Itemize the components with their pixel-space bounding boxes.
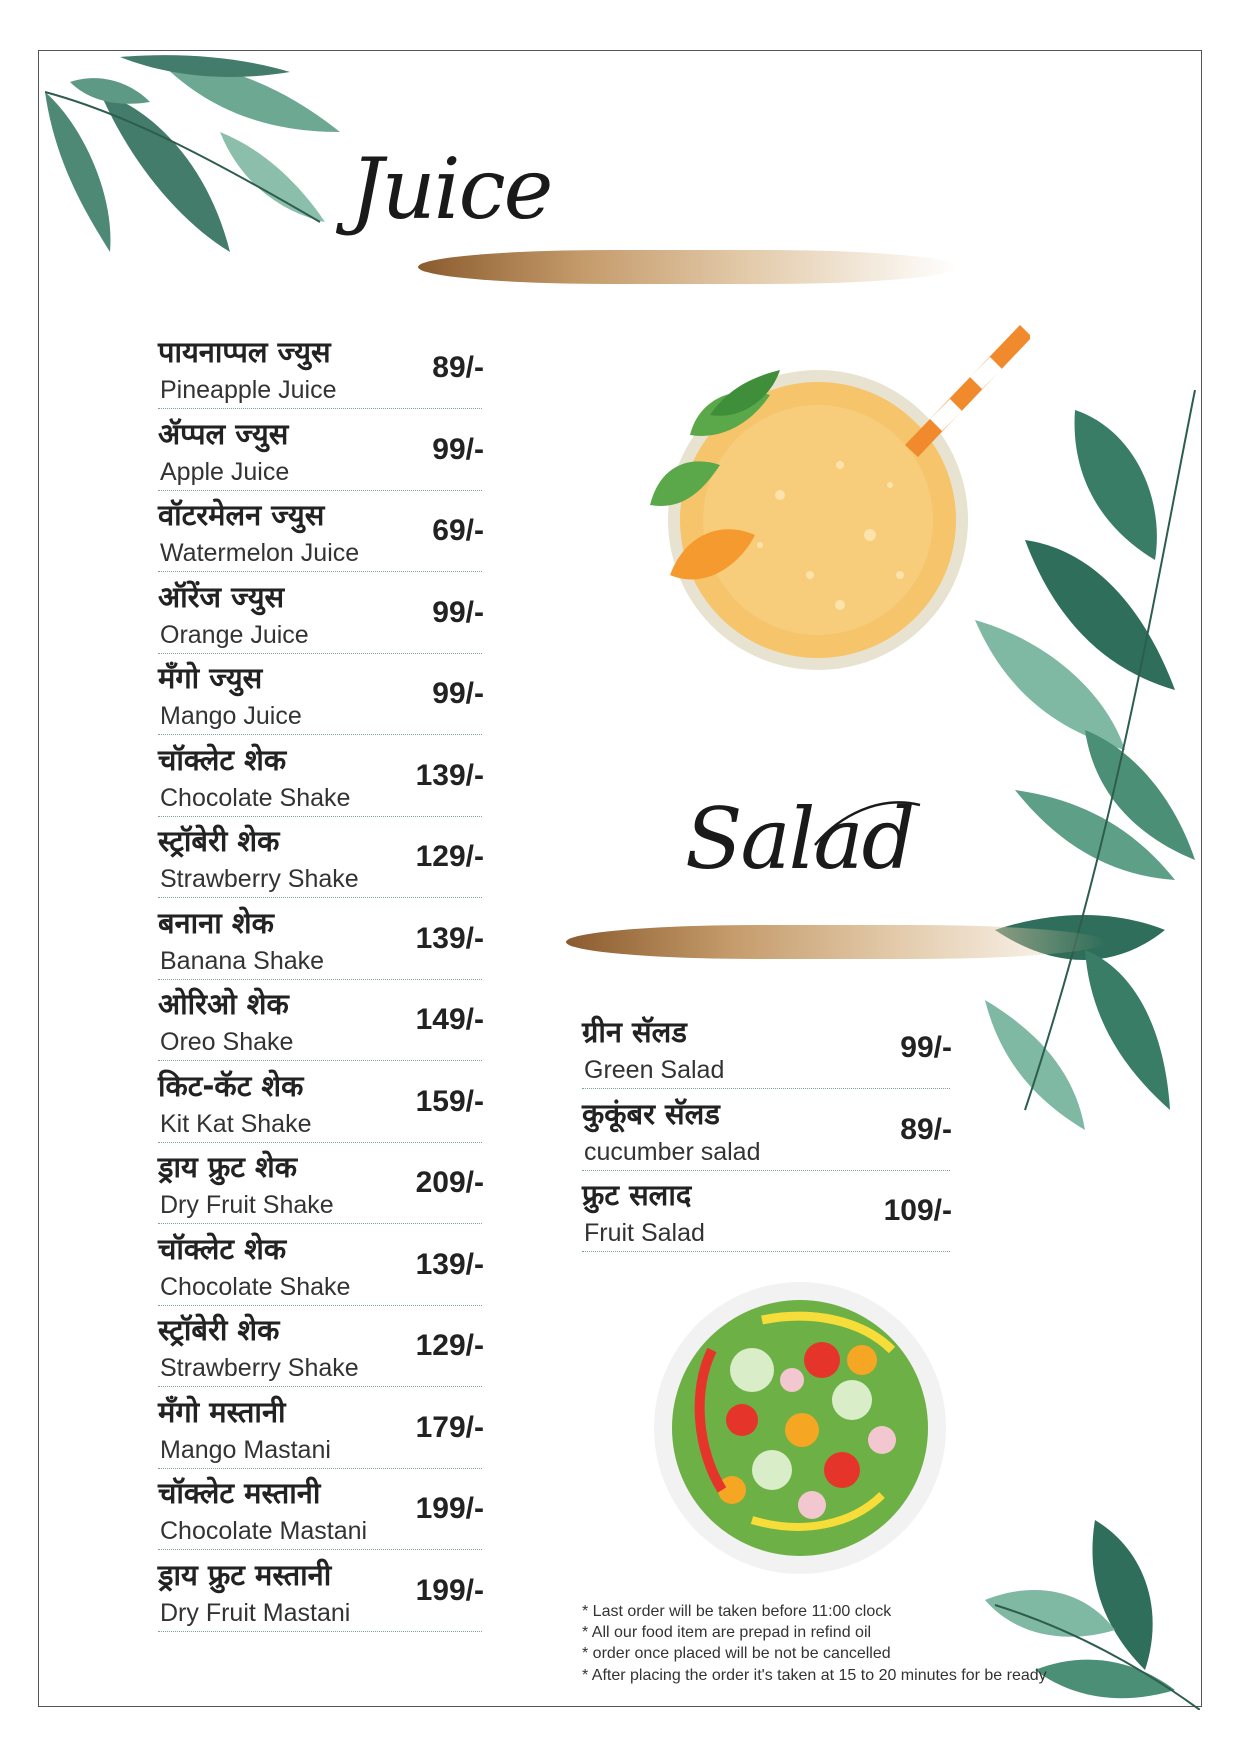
dotted-leader xyxy=(158,1631,482,1632)
dotted-leader xyxy=(158,1386,482,1387)
item-name-english: Orange Juice xyxy=(160,620,309,649)
menu-item xyxy=(582,1015,952,1094)
juice-section-title: Juice xyxy=(350,140,552,238)
item-name-english: Dry Fruit Shake xyxy=(160,1191,334,1219)
item-name-hindi: मँगो ज्युस xyxy=(158,661,263,695)
item-name-hindi: ऑरेंज ज्युस xyxy=(158,579,285,614)
menu-item xyxy=(158,1150,484,1229)
dotted-leader xyxy=(158,1549,482,1550)
menu-item xyxy=(158,824,484,903)
item-price: 149/- xyxy=(415,1003,484,1036)
dotted-leader xyxy=(158,408,482,409)
item-price: 99/- xyxy=(432,595,484,629)
dotted-leader xyxy=(158,490,482,491)
dotted-leader xyxy=(158,1468,482,1469)
item-name-english: Chocolate Mastani xyxy=(160,1517,368,1545)
item-name-hindi: वॉटरमेलन ज्युस xyxy=(158,498,325,532)
juice-glass-image xyxy=(640,315,1030,675)
dotted-leader xyxy=(158,816,482,817)
note-line: * All our food item are prepad in refind oil xyxy=(582,1624,872,1641)
item-price: 129/- xyxy=(415,1329,484,1362)
item-price: 89/- xyxy=(900,1112,952,1146)
item-name-english: Strawberry Shake xyxy=(160,865,359,893)
dotted-leader xyxy=(158,1142,482,1143)
item-name-english: Pineapple Juice xyxy=(160,376,337,404)
menu-item xyxy=(582,1096,952,1176)
item-name-hindi: ओरिओ शेक xyxy=(158,987,289,1021)
item-name-english: Oreo Shake xyxy=(160,1028,294,1056)
item-name-hindi: ड्राय फ्रुट शेक xyxy=(158,1150,298,1184)
item-name-hindi: मँगो मस्तानी xyxy=(158,1394,286,1429)
item-name-hindi: पायनाप्पल ज्युस xyxy=(158,335,331,369)
dotted-leader xyxy=(158,653,482,654)
dotted-leader xyxy=(582,1088,950,1089)
dotted-leader xyxy=(158,1305,482,1306)
item-name-hindi: ॲप्पल ज्युस xyxy=(158,416,289,451)
item-name-hindi: कुकूंबर सॅलड xyxy=(582,1096,720,1131)
juice-gold-brush xyxy=(418,250,958,284)
menu-item xyxy=(582,1178,952,1257)
dotted-leader xyxy=(158,979,482,980)
item-name-hindi: फ्रुट सलाद xyxy=(582,1178,692,1212)
item-name-hindi: स्ट्रॉबेरी शेक xyxy=(158,1313,280,1347)
item-price: 139/- xyxy=(415,758,484,792)
item-price: 179/- xyxy=(415,1410,484,1444)
note-line: * Last order will be taken before 11:00 clock xyxy=(582,1603,892,1620)
menu-item xyxy=(158,335,484,414)
item-price: 159/- xyxy=(415,1084,484,1118)
item-price: 99/- xyxy=(432,677,484,710)
item-price: 129/- xyxy=(415,840,484,873)
leaf-decoration-top-left xyxy=(40,52,380,262)
item-name-english: Kit Kat Shake xyxy=(160,1109,312,1138)
item-price: 69/- xyxy=(432,514,484,547)
item-name-english: Mango Mastani xyxy=(160,1435,331,1464)
menu-item xyxy=(158,661,484,740)
dotted-leader xyxy=(158,571,482,572)
menu-item xyxy=(158,742,484,822)
menu-item xyxy=(158,905,484,985)
item-name-hindi: बनाना शेक xyxy=(158,905,274,940)
item-price: 99/- xyxy=(900,1031,952,1064)
item-name-english: Fruit Salad xyxy=(584,1219,705,1247)
item-name-hindi: चॉक्लेट शेक xyxy=(158,1231,287,1266)
item-name-hindi: चॉक्लेट शेक xyxy=(158,742,287,777)
menu-item xyxy=(158,1313,484,1392)
item-name-english: Mango Juice xyxy=(160,702,302,730)
item-name-hindi: ड्राय फ्रुट मस्तानी xyxy=(158,1557,332,1592)
item-name-hindi: चॉक्लेट मस्तानी xyxy=(158,1476,321,1510)
menu-item xyxy=(158,1068,484,1148)
item-name-english: Dry Fruit Mastani xyxy=(160,1598,351,1627)
dotted-leader xyxy=(582,1251,950,1252)
item-name-english: Strawberry Shake xyxy=(160,1354,359,1382)
item-price: 99/- xyxy=(432,432,484,466)
item-price: 199/- xyxy=(415,1492,484,1525)
dotted-leader xyxy=(158,1060,482,1061)
item-name-english: Chocolate Shake xyxy=(160,783,351,812)
note-line: * order once placed will be not be cancelled xyxy=(582,1645,891,1662)
menu-item xyxy=(158,579,484,659)
item-name-english: Chocolate Shake xyxy=(160,1272,351,1301)
item-name-hindi: किट-कॅट शेक xyxy=(158,1068,304,1103)
menu-item xyxy=(158,1476,484,1555)
menu-item xyxy=(158,1557,484,1637)
note-line: * After placing the order it's taken at 15 to 20 minutes for be ready xyxy=(582,1667,1047,1684)
dotted-leader xyxy=(158,734,482,735)
item-price: 109/- xyxy=(883,1194,952,1227)
salad-title-swash xyxy=(810,795,930,855)
item-name-hindi: ग्रीन सॅलड xyxy=(582,1015,687,1049)
menu-item xyxy=(158,987,484,1066)
item-name-english: Banana Shake xyxy=(160,946,325,975)
dotted-leader xyxy=(158,1223,482,1224)
dotted-leader xyxy=(158,897,482,898)
salad-section-title: Salad xyxy=(685,790,914,888)
menu-item xyxy=(158,498,484,577)
menu-item xyxy=(158,416,484,496)
item-price: 139/- xyxy=(415,1247,484,1281)
menu-item xyxy=(158,1231,484,1311)
salad-gold-brush xyxy=(566,925,1106,959)
salad-bowl-image xyxy=(652,1280,948,1576)
item-price: 209/- xyxy=(415,1166,484,1199)
item-name-hindi: स्ट्रॉबेरी शेक xyxy=(158,824,280,858)
item-name-english: Green Salad xyxy=(584,1056,725,1084)
menu-item xyxy=(158,1394,484,1474)
item-price: 89/- xyxy=(432,351,484,384)
item-name-english: Watermelon Juice xyxy=(160,539,360,567)
item-name-english: cucumber salad xyxy=(584,1137,761,1166)
dotted-leader xyxy=(582,1170,950,1171)
item-price: 199/- xyxy=(415,1573,484,1607)
item-price: 139/- xyxy=(415,921,484,955)
item-name-english: Apple Juice xyxy=(160,457,290,486)
